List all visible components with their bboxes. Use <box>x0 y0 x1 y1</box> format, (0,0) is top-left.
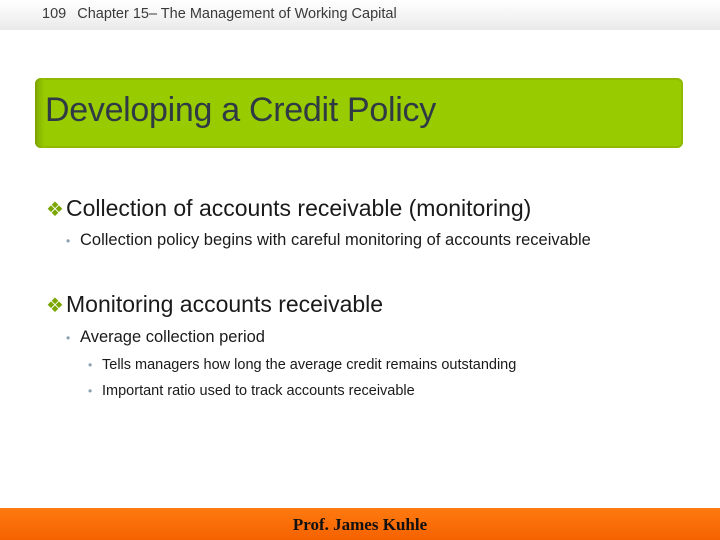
bullet-text: Important ratio used to track accounts receivable <box>102 383 415 399</box>
slide-title: Developing a Credit Policy <box>45 91 436 129</box>
bullet-text: Monitoring accounts receivable <box>66 291 384 317</box>
footer-bar <box>0 508 720 540</box>
title-box <box>35 78 683 148</box>
bullet-level3 <box>88 357 516 373</box>
footer-author: Prof. James Kuhle <box>292 515 428 534</box>
bullet-level1 <box>46 291 383 318</box>
bullet-level2 <box>66 328 265 347</box>
bullet-text: Average collection period <box>80 328 265 346</box>
bullet-level3 <box>88 383 415 399</box>
bullet-text: Collection policy begins with careful monitoring of accounts receivable <box>80 231 591 249</box>
slide-number: 109 <box>42 6 67 22</box>
bullet-text: Collection of accounts receivable (monitoring) <box>66 195 532 221</box>
chapter-header <box>42 6 397 22</box>
bullet-text: Tells managers how long the average credit remains outstanding <box>102 357 517 373</box>
small-dot-bullet-icon: • <box>66 234 71 248</box>
small-dot-bullet-icon: • <box>88 384 93 398</box>
bullet-level1 <box>46 195 531 222</box>
small-dot-bullet-icon: • <box>66 331 71 345</box>
diamond-cluster-bullet-icon: ❖ <box>46 295 64 317</box>
bullet-level2 <box>66 231 591 250</box>
chapter-title: Chapter 15– The Management of Working Capital <box>77 6 397 22</box>
header-band <box>0 0 720 30</box>
small-dot-bullet-icon: • <box>88 358 93 372</box>
diamond-cluster-bullet-icon: ❖ <box>46 199 64 221</box>
